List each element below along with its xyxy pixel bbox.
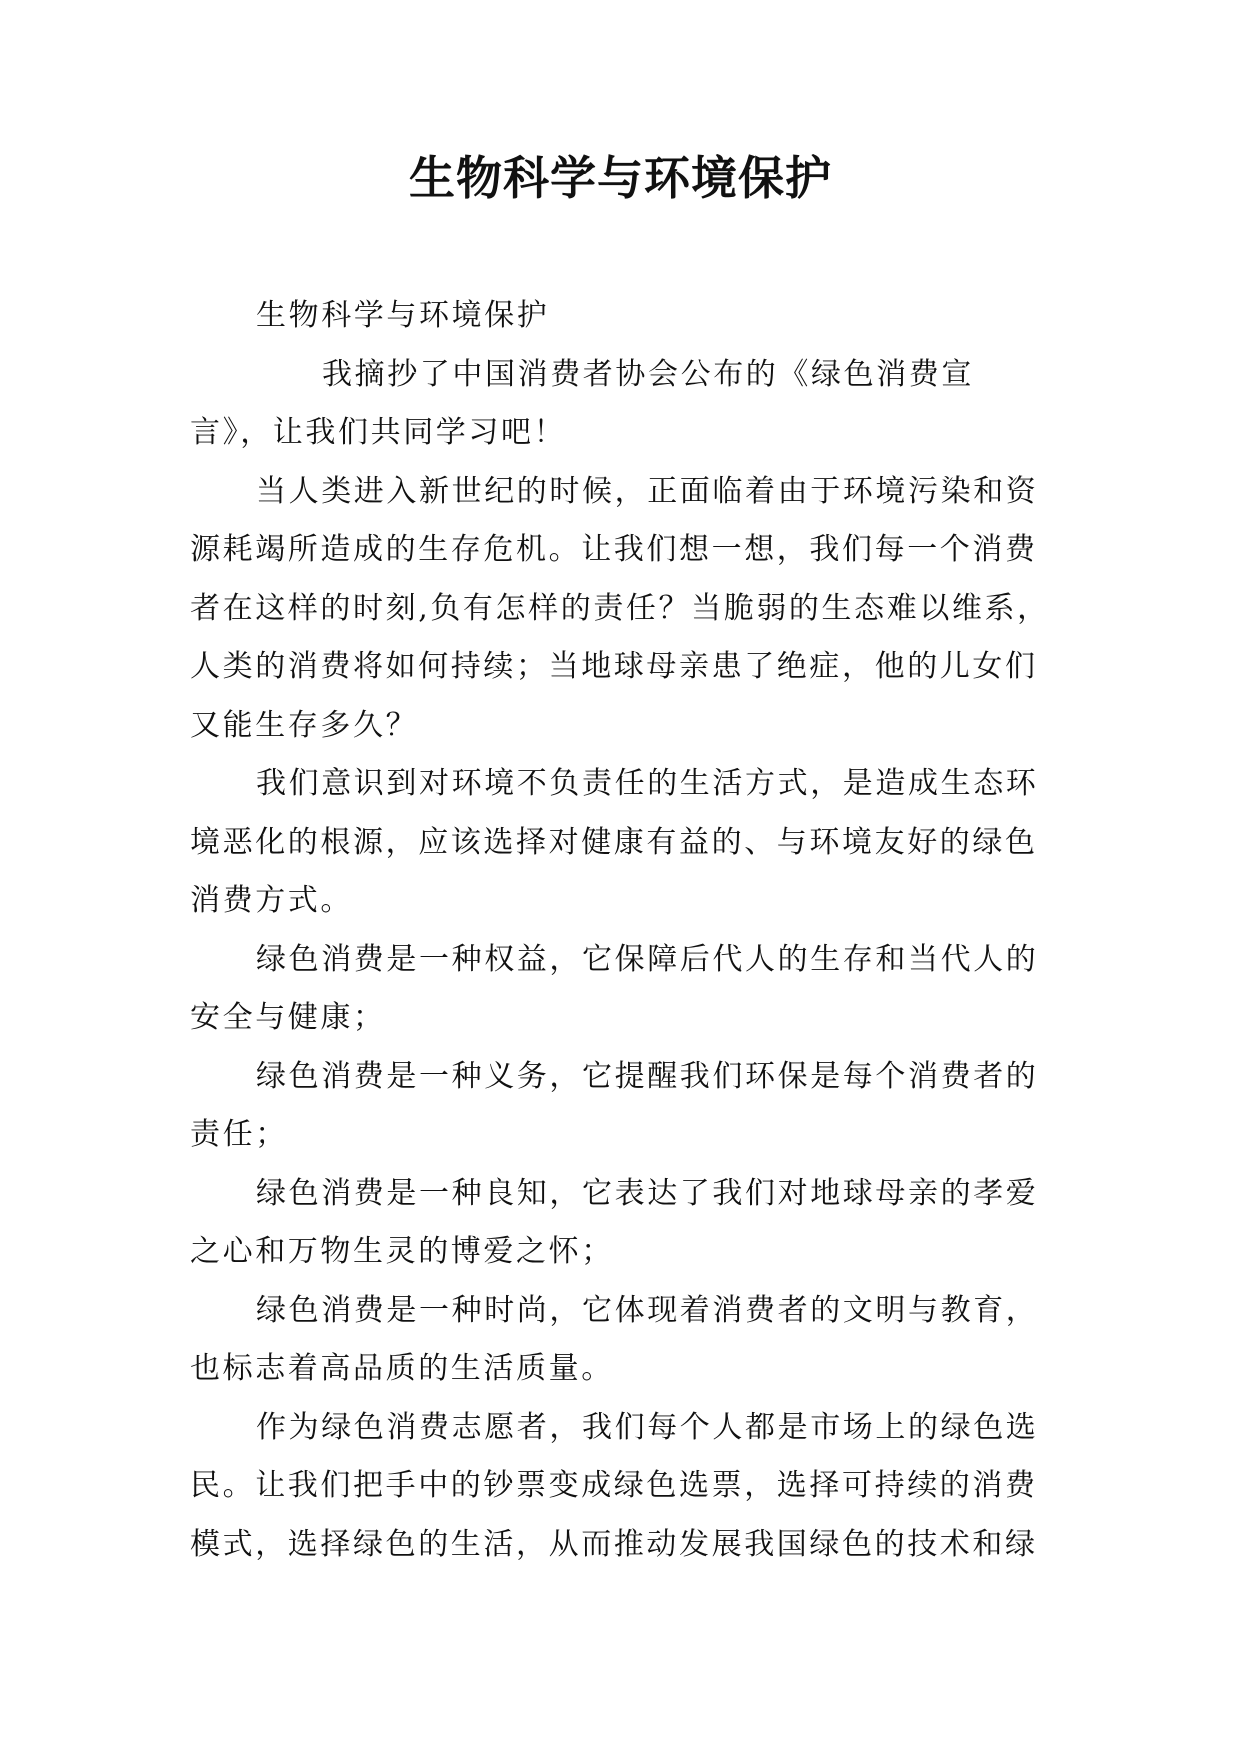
paragraph-awareness: 我们意识到对环境不负责任的生活方式，是造成生态环境恶化的根源，应该选择对健康有益的、与环境友好的绿色消费方式。 xyxy=(190,766,1039,918)
document-title: 生物科学与环境保护 xyxy=(409,151,832,205)
paragraph-crisis: 当人类进入新世纪的时候，正面临着由于环境污染和资源耗竭所造成的生存危机。让我们想一想，我们每一个消费者在这样的时刻,负有怎样的责任？当脆弱的生态难以维系，人类的消费将如何持续；当地球母亲患了绝症，他的儿女们又能生存多久？ xyxy=(190,473,1050,743)
paragraph-intro: 我摘抄了中国消费者协会公布的《绿色消费宣言》，让我们共同学习吧！ xyxy=(190,356,974,450)
paragraph-conscience: 绿色消费是一种良知，它表达了我们对地球母亲的孝爱之心和万物生灵的博爱之怀； xyxy=(190,1175,1039,1269)
paragraph-volunteer: 作为绿色消费志愿者，我们每个人都是市场上的绿色选民。让我们把手中的钞票变成绿色选票，选择可持续的消费模式，选择绿色的生活，从而推动发展我国绿色的技术和绿 xyxy=(190,1409,1039,1562)
paragraph-subtitle: 生物科学与环境保护 xyxy=(256,298,550,333)
paragraph-duty: 绿色消费是一种义务，它提醒我们环保是每个消费者的责任； xyxy=(190,1058,1039,1152)
paragraph-fashion: 绿色消费是一种时尚，它体现着消费者的文明与教育，也标志着高品质的生活质量。 xyxy=(190,1292,1039,1386)
paragraph-right: 绿色消费是一种权益，它保障后代人的生存和当代人的安全与健康； xyxy=(190,941,1039,1035)
document-body xyxy=(190,287,1050,1574)
